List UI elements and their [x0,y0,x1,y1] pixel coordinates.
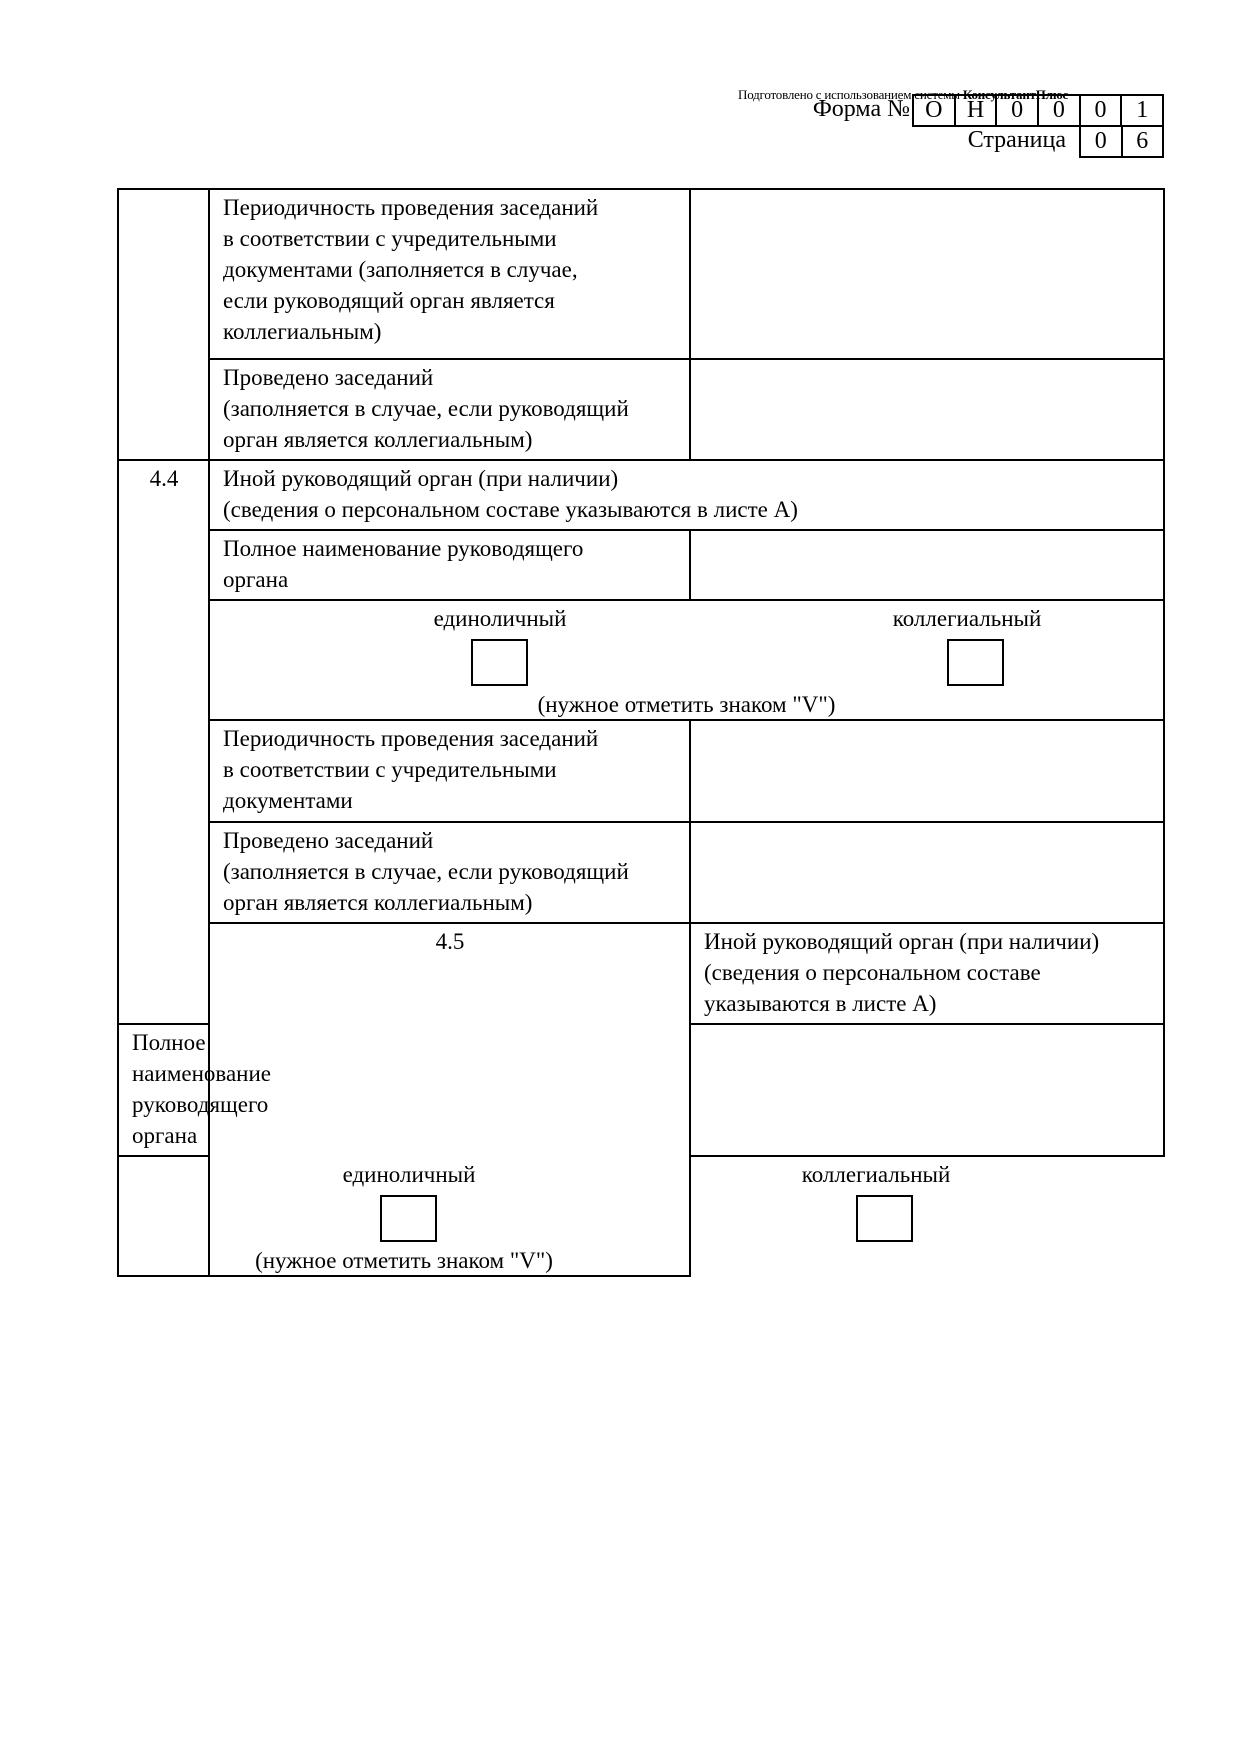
full-name-label: Полное наименование руководящего органа [209,530,690,600]
periodicity-value-field[interactable] [690,189,1164,359]
prepared-brand: КонсультантПлюс [962,87,1069,102]
option-collegial-label: коллегиальный [892,606,1042,631]
meetings-held-value-field[interactable] [690,822,1164,923]
page-number-cells [1079,125,1164,158]
full-name-value-field[interactable] [690,530,1164,600]
body-type-choice [118,1156,951,1276]
other-governing-body-title: Иной руководящий орган (при наличии) (сведения о персональном составе указываются в листе А) [209,460,1164,530]
meetings-held-label: Проведено заседаний (заполняется в случае, если руководящий орган является коллегиальным) [209,822,690,923]
form-number-cell: О [925,97,943,123]
option-single-label: единоличный [342,1162,476,1187]
meetings-held-value-field[interactable] [690,359,1164,460]
periodicity-label: Периодичность проведения заседаний в соответствии с учредительными документами [209,720,690,822]
form-number-cell: Н [954,96,996,125]
option-collegial-label: коллегиальный [801,1162,951,1187]
option-collegial-checkbox[interactable] [856,1195,913,1242]
number-cell-empty [118,189,209,460]
form-number-label: Форма № [812,96,910,122]
form-number-cells [912,94,1164,127]
periodicity-value-field[interactable] [690,720,1164,822]
option-single-checkbox[interactable] [380,1195,437,1242]
body-type-choice [209,600,1164,720]
table-row [118,189,1164,359]
form-header [700,94,1164,158]
meetings-held-label: Проведено заседаний (заполняется в случае, если руководящий орган является коллегиальным) [209,359,690,460]
table-row [118,822,1164,923]
full-name-label: Полное наименование руководящего органа [118,1024,209,1156]
table-row [118,1156,1164,1276]
page-label: Страница [967,127,1066,153]
prepared-prefix: Подготовлено с использованием системы [738,87,963,102]
full-name-value-field[interactable] [690,1024,1164,1156]
other-governing-body-title: Иной руководящий орган (при наличии) (сведения о персональном составе указываются в листе А) [690,923,1164,1024]
option-collegial-checkbox[interactable] [947,639,1004,686]
option-single-label: единоличный [433,606,567,631]
table-row [118,359,1164,460]
form-number-cell: 1 [1120,96,1162,125]
table-row [118,460,1164,530]
governing-bodies-table [117,188,1165,1277]
section-number-4-4: 4.4 [118,460,209,1024]
table-row [118,720,1164,822]
table-row [118,600,1164,720]
table-row [118,530,1164,600]
mark-instruction-note: (нужное отметить знаком "V") [255,1248,553,1273]
periodicity-label: Периодичность проведения заседаний в соответствии с учредительными документами (заполняется в случае, если руководящий орган является коллегиальным) [209,189,690,359]
form-number-cell: 0 [1079,96,1121,125]
page-number-cell: 0 [1094,128,1107,154]
form-number-cell: 0 [995,96,1037,125]
option-single-checkbox[interactable] [471,639,528,686]
table-row [118,923,1164,1024]
mark-instruction-note: (нужное отметить знаком "V") [537,692,836,717]
page-number-cell: 6 [1121,127,1163,156]
section-number-4-5: 4.5 [209,923,690,1276]
form-number-cell: 0 [1037,96,1079,125]
